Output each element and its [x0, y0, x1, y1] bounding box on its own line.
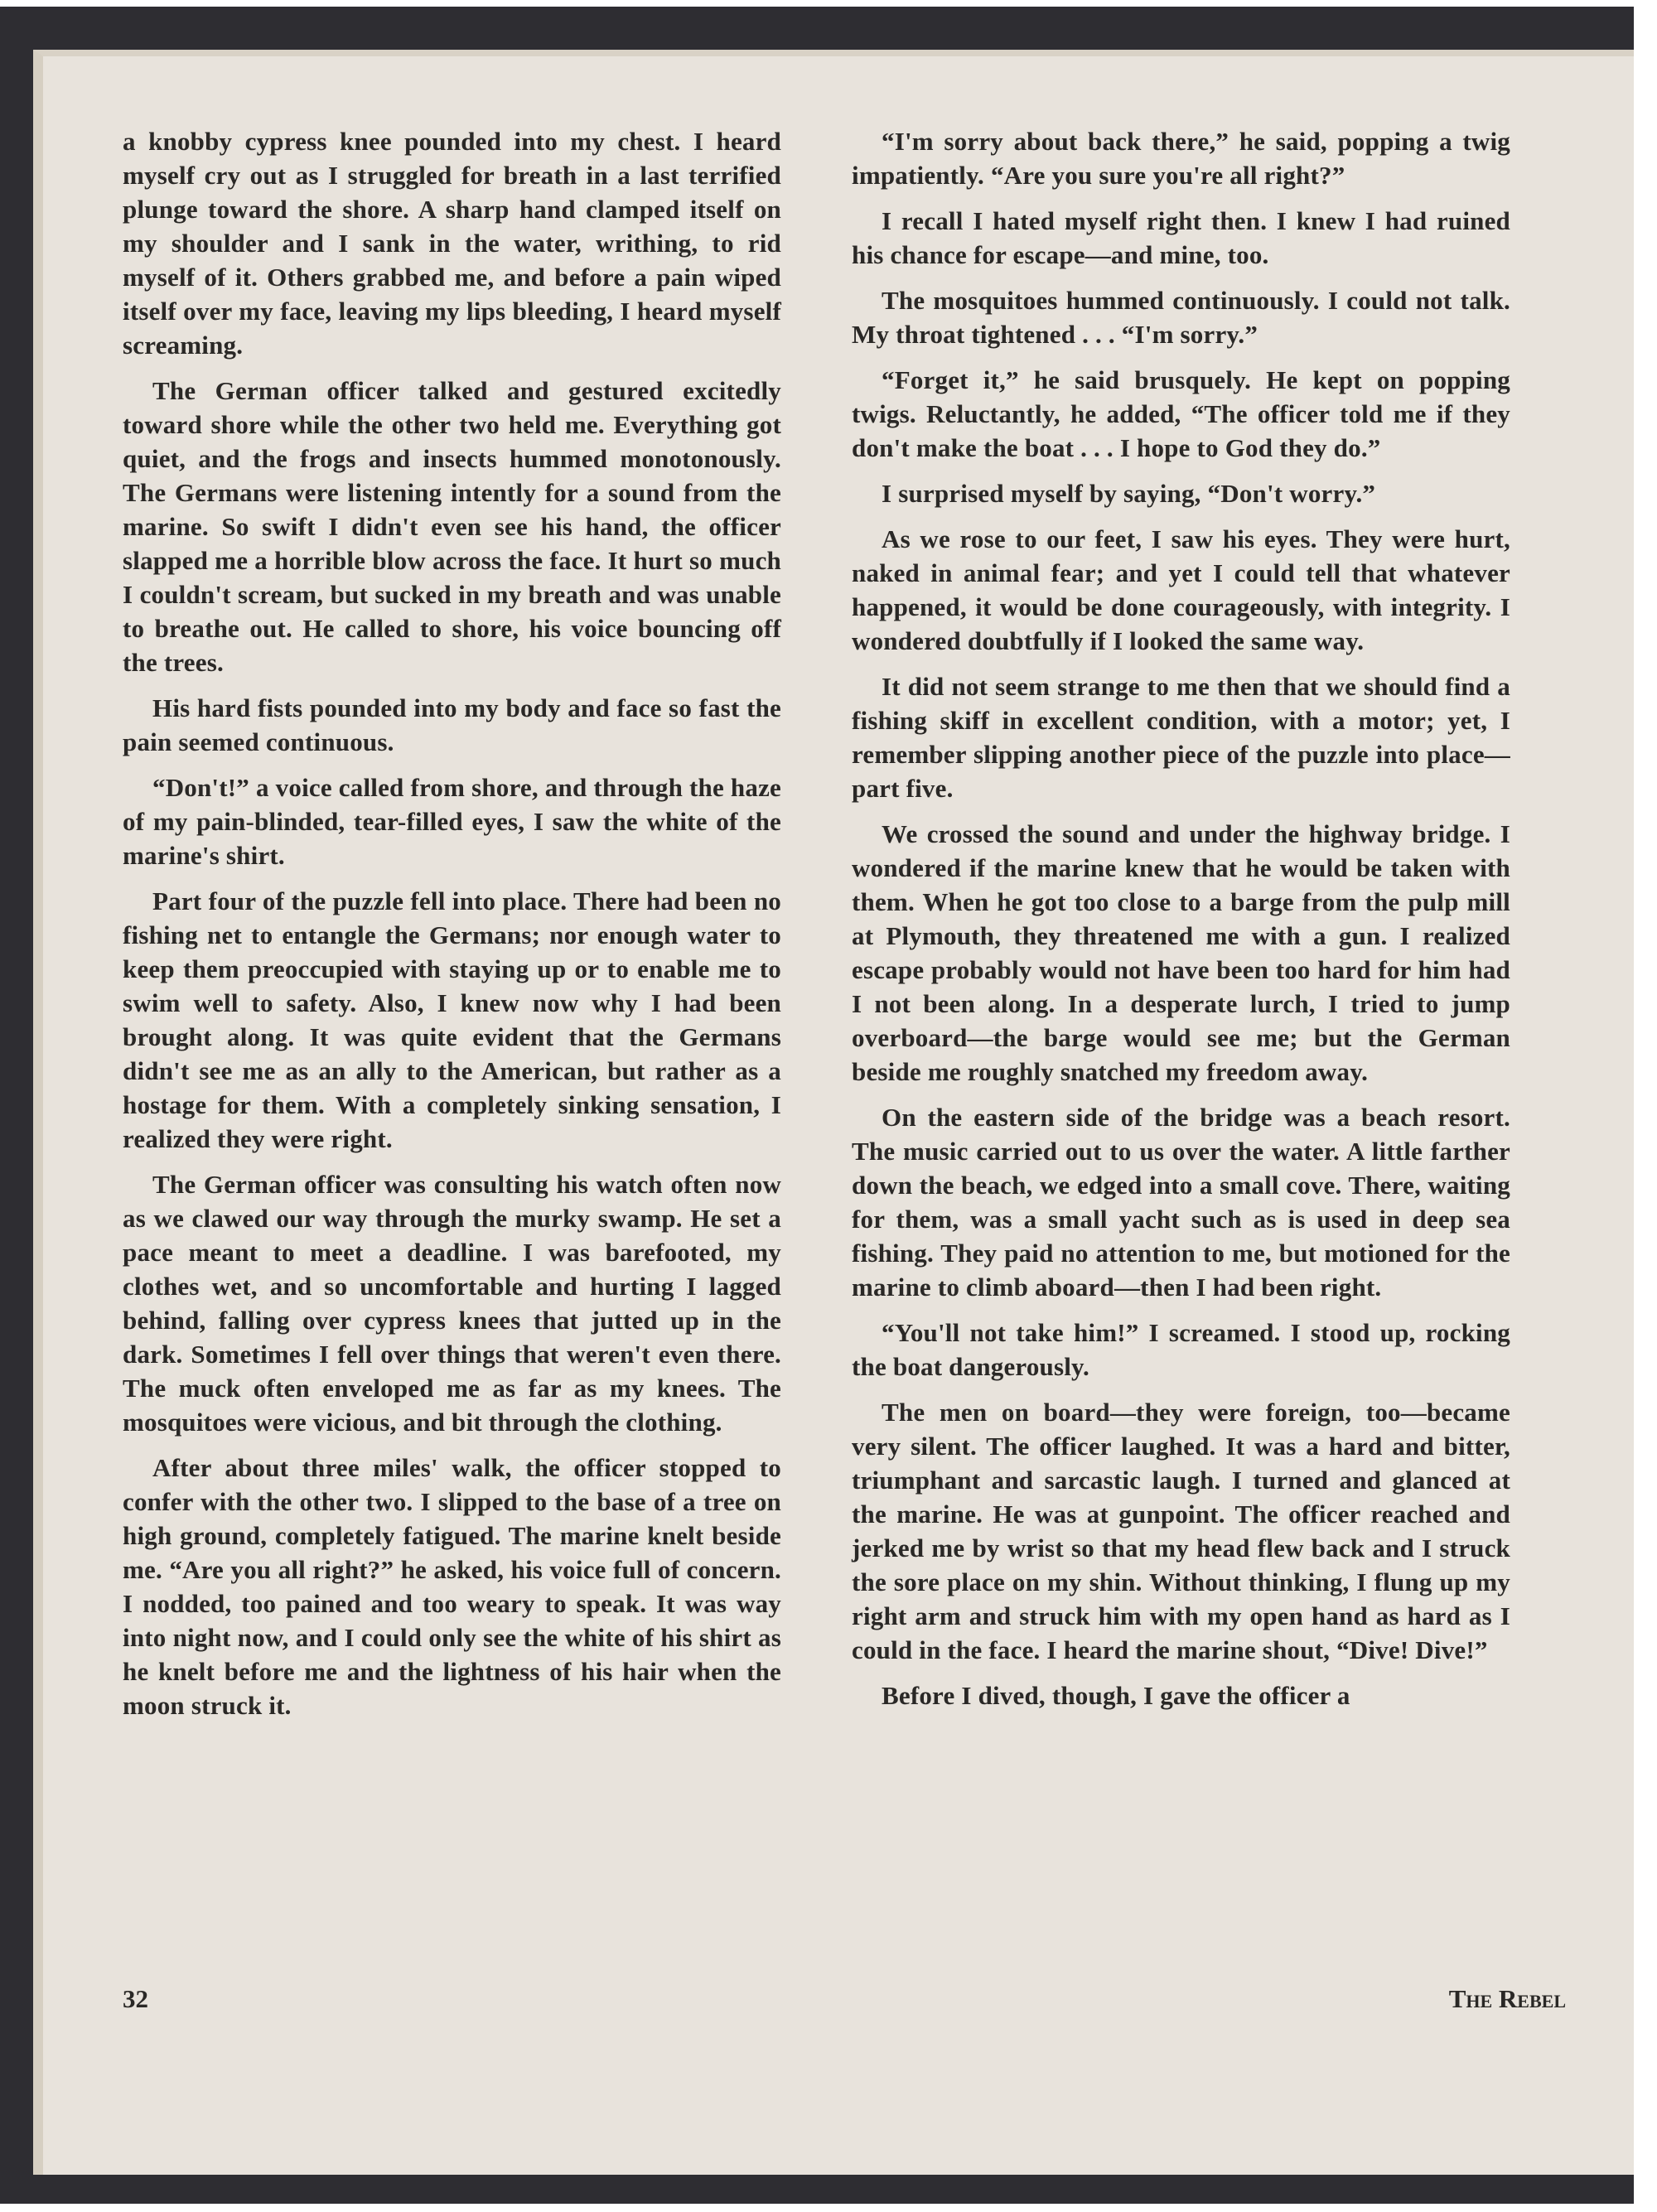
paragraph: After about three miles' walk, the officer stopped to confer with the other two. I slipped to the base of a tree on high ground, completely fatigued. The marine knelt beside me. “Are you all right?” he asked, his voice full of concern. I nodded, too pained and too weary to speak. It was way into night now, and I could only see the white of his shirt as he knelt before me and the lightness of his hair when the moon struck it. [123, 1453, 781, 1720]
paragraph: Part four of the puzzle fell into place. There had been no fishing net to entangle the Germans; nor enough water to keep them preoccupied with staying up or to enable me to swim well to safety. Also, I knew now why I had been brought along. It was quite evident that the Germans didn't see me as an ally to the American, but rather as a hostage for them. With a completely sinking sensation, I realized they were right. [123, 886, 781, 1153]
paragraph: The mosquitoes hummed continuously. I could not talk. My throat tightened . . . “I'm sorry.” [852, 286, 1510, 349]
paragraph: The German officer was consulting his watch often now as we clawed our way through the murky swamp. He set a pace meant to meet a deadline. I was barefooted, my clothes wet, and so uncomfortable and hurting I lagged behind, falling over cypress knees that jutted up in the dark. Sometimes I fell over things that weren't even there. The muck often enveloped me as far as my knees. The mosquitoes were vicious, and bit through the clothing. [123, 1170, 781, 1437]
paragraph: It did not seem strange to me then that we should find a fishing skiff in excellent condition, with a motor; yet, I remember slipping another piece of the puzzle into place—part five. [852, 672, 1510, 803]
right-column [852, 124, 1510, 1724]
paragraph: “I'm sorry about back there,” he said, popping a twig impatiently. “Are you sure you're all right?” [852, 127, 1510, 190]
paragraph: The German officer talked and gestured excitedly toward shore while the other two held me. Everything got quiet, and the frogs and insects hummed monotonously. The Germans were listening intently for a sound from the marine. So swift I didn't even see his hand, the officer slapped me a horrible blow across the face. It hurt so much I couldn't scream, but sucked in my breath and was unable to breathe out. He called to shore, his voice bouncing off the trees. [123, 376, 781, 677]
paragraph: Before I dived, though, I gave the officer a [882, 1681, 1350, 1710]
paragraph: “You'll not take him!” I screamed. I stood up, rocking the boat dangerously. [852, 1318, 1510, 1381]
paragraph: On the eastern side of the bridge was a beach resort. The music carried out to us over the water. A little farther down the beach, we edged into a small cove. There, waiting for them, was a small yacht such as is used in deep sea fishing. They paid no attention to me, but motioned for the marine to climb aboard—then I had been right. [852, 1103, 1510, 1302]
paragraph: The men on board—they were foreign, too—became very silent. The officer laughed. It was a hard and bitter, triumphant and sarcastic laugh. I turned and glanced at the marine. He was at gunpoint. The officer reached and jerked me by wrist so that my head flew back and I struck the sore place on my shin. Without thinking, I flung up my right arm and struck him with my open hand as hard as I could in the face. I heard the marine shout, “Dive! Dive!” [852, 1398, 1510, 1664]
page-number: 32 [123, 1984, 148, 2013]
left-column [123, 124, 781, 1734]
paragraph: We crossed the sound and under the highway bridge. I wondered if the marine knew that he would be taken with them. When he got too close to a barge from the pulp mill at Plymouth, they threatened me with a gun. I realized escape probably would not have been too hard for him had I not been along. In a desperate lurch, I tried to jump overboard—the barge would see me; but the German beside me roughly snatched my freedom away. [852, 819, 1510, 1086]
running-title: The Rebel [1448, 1984, 1566, 2013]
paragraph: I surprised myself by saying, “Don't worry.” [882, 479, 1376, 508]
paragraph: As we rose to our feet, I saw his eyes. They were hurt, naked in animal fear; and yet I could tell that whatever happened, it would be done courageously, with integrity. I wondered doubtfully if I looked the same way. [852, 524, 1510, 655]
paragraph: His hard fists pounded into my body and face so fast the pain seemed continuous. [123, 693, 781, 756]
paragraph: “Forget it,” he said brusquely. He kept on popping twigs. Reluctantly, he added, “The officer told me if they don't make the boat . . . I hope to God they do.” [852, 365, 1510, 462]
paragraph: a knobby cypress knee pounded into my chest. I heard myself cry out as I struggled for breath in a last terrified plunge toward the shore. A sharp hand clamped itself on my shoulder and I sank in the water, writhing, to rid myself of it. Others grabbed me, and before a pain wiped itself over my face, leaving my lips bleeding, I heard myself screaming. [123, 127, 781, 360]
paragraph: “Don't!” a voice called from shore, and through the haze of my pain-blinded, tear-filled eyes, I saw the white of the marine's shirt. [123, 773, 781, 870]
paragraph: I recall I hated myself right then. I knew I had ruined his chance for escape—and mine, too. [852, 206, 1510, 269]
